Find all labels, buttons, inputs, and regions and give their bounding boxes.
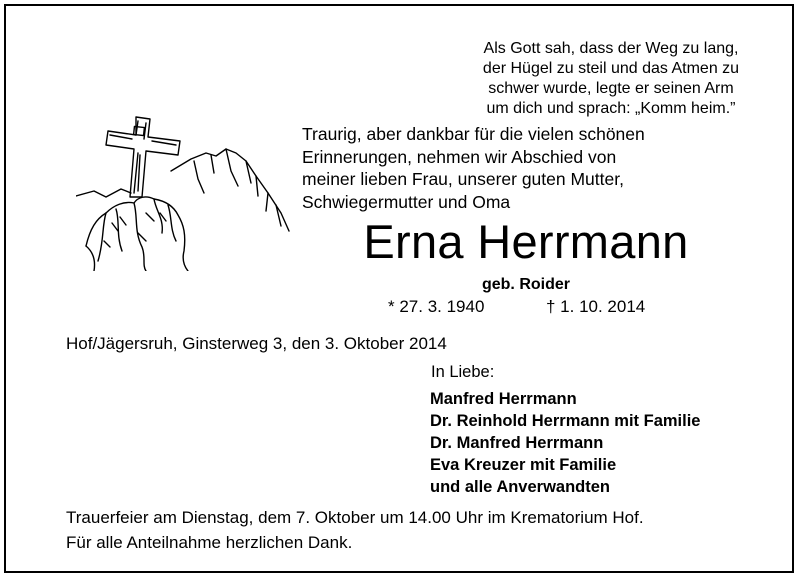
place-date: Hof/Jägersruh, Ginsterweg 3, den 3. Oktober 2014	[66, 334, 447, 353]
maiden-name: geb. Roider	[481, 276, 570, 293]
poem-line: Als Gott sah, dass der Weg zu lang,	[483, 40, 739, 57]
birth-date: * 27. 3. 1940	[388, 297, 485, 316]
thanks-line: Für alle Anteilnahme herzlichen Dank.	[66, 533, 353, 552]
poem-line: schwer wurde, legte er seinen Arm	[488, 80, 734, 97]
mourners-list	[430, 388, 700, 498]
poem-line: um dich und sprach: „Komm heim.”	[486, 100, 736, 117]
intro-line: Erinnerungen, nehmen wir Abschied von	[302, 146, 617, 167]
intro-line: Traurig, aber dankbar für die vielen schönen	[302, 124, 645, 144]
mourner-name: Dr. Reinhold Herrmann mit Familie	[430, 412, 701, 430]
death-date: † 1. 10. 2014	[546, 297, 646, 316]
mourner-name: Eva Kreuzer mit Familie	[430, 456, 617, 474]
mourners-title: In Liebe:	[431, 363, 495, 381]
mourner-name: Dr. Manfred Herrmann	[430, 434, 604, 452]
intro-line: meiner lieben Frau, unserer guten Mutter,	[302, 169, 624, 189]
intro-line: Schwiegermutter und Oma	[302, 191, 511, 212]
funeral-notice	[66, 505, 644, 555]
mourner-name: Manfred Herrmann	[430, 390, 577, 408]
poem-line: der Hügel zu steil und das Atmen zu	[482, 60, 740, 77]
deceased-name: Erna Herrmann	[363, 215, 689, 268]
obituary-frame	[4, 4, 794, 573]
funeral-line: Trauerfeier am Dienstag, dem 7. Oktober um 14.00 Uhr im Krematorium Hof.	[66, 508, 644, 527]
intro-text	[302, 123, 742, 213]
summit-cross-icon	[76, 101, 291, 271]
mourner-name: und alle Anverwandten	[430, 478, 611, 496]
poem-quote	[461, 39, 761, 119]
